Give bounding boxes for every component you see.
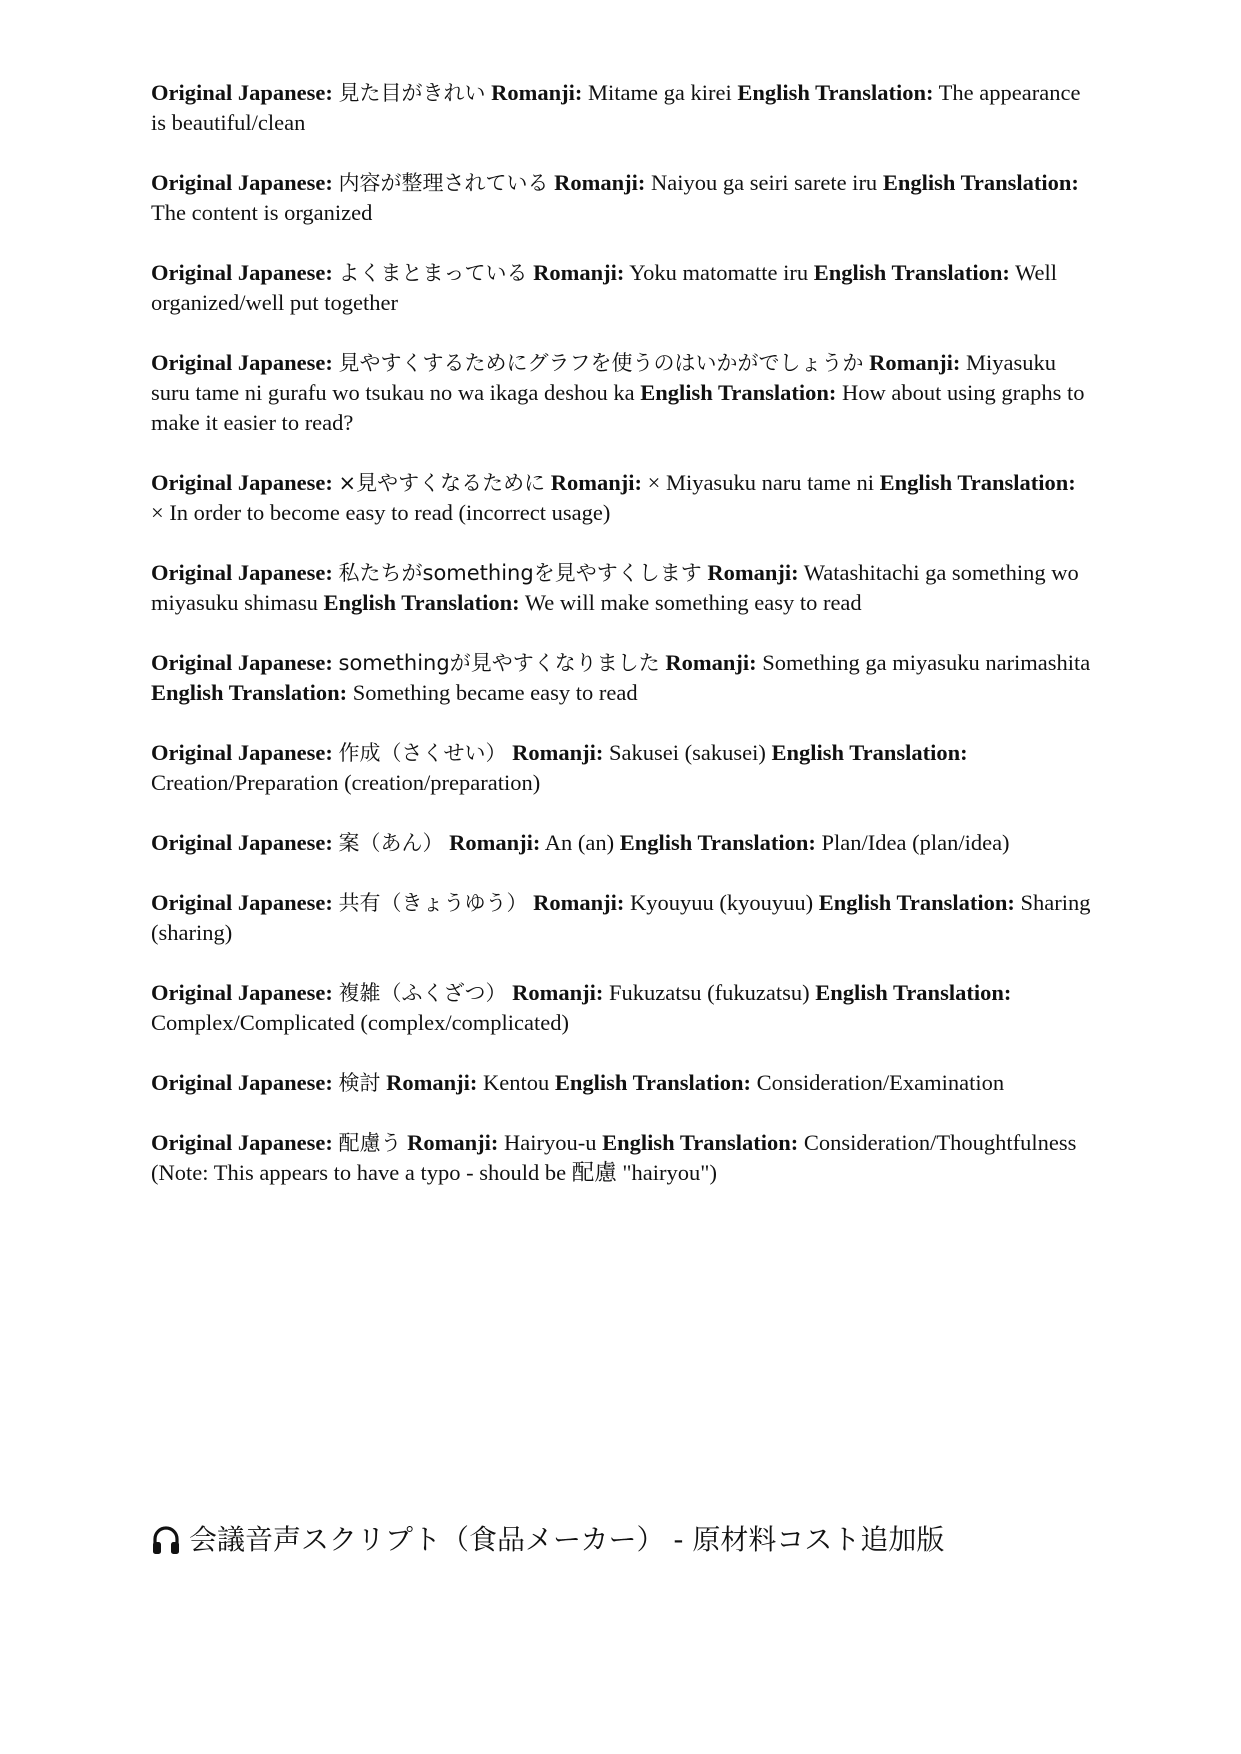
label-romanji: Romanji: — [512, 740, 604, 765]
label-original: Original Japanese: — [151, 980, 333, 1005]
label-original: Original Japanese: — [151, 170, 333, 195]
romanji-text: Kyouyuu (kyouyuu) — [630, 890, 814, 915]
japanese-text: 共有（きょうゆう） — [338, 891, 528, 915]
english-text: × In order to become easy to read (incorrect usage) — [151, 500, 611, 525]
english-text: Consideration/Examination — [756, 1070, 1005, 1095]
english-text: Consideration/Thoughtfulness (Note: This appears to have a typo - should be 配慮 "hairyou") — [151, 1130, 1077, 1185]
section-heading — [151, 1520, 1131, 1560]
japanese-text: 見やすくするためにグラフを使うのはいかがでしょうか — [338, 351, 864, 375]
label-original: Original Japanese: — [151, 650, 333, 675]
label-english: English Translation: — [771, 740, 968, 765]
english-text: Creation/Preparation (creation/preparation) — [151, 770, 541, 795]
romanji-text: Kentou — [483, 1070, 550, 1095]
glossary-entry — [151, 168, 1091, 228]
japanese-text: ×見やすくなるために — [338, 471, 546, 495]
label-romanji: Romanji: — [554, 170, 646, 195]
romanji-text: Mitame ga kirei — [588, 80, 732, 105]
label-romanji: Romanji: — [491, 80, 583, 105]
romanji-text: Watashitachi ga something wo miyasuku shimasu — [151, 560, 1079, 615]
glossary-entry — [151, 978, 1091, 1038]
label-romanji: Romanji: — [386, 1070, 478, 1095]
label-romanji: Romanji: — [707, 560, 799, 585]
english-text: Well organized/well put together — [151, 260, 1058, 315]
label-english: English Translation: — [737, 80, 934, 105]
label-original: Original Japanese: — [151, 260, 333, 285]
japanese-text: 検討 — [338, 1071, 381, 1095]
label-romanji: Romanji: — [665, 650, 757, 675]
label-english: English Translation: — [602, 1130, 799, 1155]
japanese-text: 内容が整理されている — [338, 171, 549, 195]
romanji-text: Sakusei (sakusei) — [609, 740, 766, 765]
japanese-text: よくまとまっている — [338, 261, 528, 285]
romanji-text: Miyasuku suru tame ni gurafu wo tsukau no wa ikaga deshou ka — [151, 350, 1057, 405]
japanese-text: 複雑（ふくざつ） — [338, 981, 507, 1005]
glossary-entry — [151, 558, 1091, 618]
label-romanji: Romanji: — [533, 260, 625, 285]
romanji-text: Naiyou ga seiri sarete iru — [651, 170, 878, 195]
label-english: English Translation: — [640, 380, 837, 405]
english-text: Something became easy to read — [352, 680, 638, 705]
english-text: The appearance is beautiful/clean — [151, 80, 1081, 135]
japanese-text: 見た目がきれい — [338, 81, 486, 105]
label-original: Original Japanese: — [151, 350, 333, 375]
glossary-entry — [151, 1128, 1091, 1188]
english-text: Complex/Complicated (complex/complicated) — [151, 1010, 570, 1035]
section-title: 会議音声スクリプト（食品メーカー） - 原材料コスト追加版 — [189, 1523, 945, 1556]
romanji-text: Hairyou-u — [504, 1130, 597, 1155]
label-romanji: Romanji: — [407, 1130, 499, 1155]
label-romanji: Romanji: — [533, 890, 625, 915]
label-english: English Translation: — [323, 590, 520, 615]
romanji-text: Something ga miyasuku narimashita — [762, 650, 1091, 675]
label-english: English Translation: — [815, 980, 1012, 1005]
glossary-entry — [151, 78, 1091, 138]
glossary-entry — [151, 738, 1091, 798]
english-text: The content is organized — [151, 200, 373, 225]
glossary-entry — [151, 468, 1091, 528]
glossary-entry — [151, 258, 1091, 318]
romanji-text: Yoku matomatte iru — [629, 260, 809, 285]
label-romanji: Romanji: — [869, 350, 961, 375]
english-text: Plan/Idea (plan/idea) — [821, 830, 1010, 855]
japanese-text: somethingが見やすくなりました — [338, 651, 660, 675]
glossary-entry — [151, 828, 1091, 858]
japanese-text: 案（あん） — [338, 831, 444, 855]
headphone-icon — [151, 1524, 181, 1556]
glossary-entry — [151, 648, 1091, 708]
label-english: English Translation: — [554, 1070, 751, 1095]
label-english: English Translation: — [879, 470, 1076, 495]
label-original: Original Japanese: — [151, 470, 333, 495]
glossary-entry — [151, 888, 1091, 948]
label-romanji: Romanji: — [512, 980, 604, 1005]
label-original: Original Japanese: — [151, 890, 333, 915]
romanji-text: × Miyasuku naru tame ni — [647, 470, 875, 495]
glossary-list — [151, 78, 1091, 1218]
label-original: Original Japanese: — [151, 1070, 333, 1095]
label-english: English Translation: — [813, 260, 1010, 285]
label-original: Original Japanese: — [151, 1130, 333, 1155]
label-english: English Translation: — [882, 170, 1079, 195]
label-original: Original Japanese: — [151, 80, 333, 105]
english-text: How about using graphs to make it easier to read? — [151, 380, 1085, 435]
japanese-text: 作成（さくせい） — [338, 741, 507, 765]
label-romanji: Romanji: — [449, 830, 541, 855]
label-english: English Translation: — [818, 890, 1015, 915]
romanji-text: Fukuzatsu (fukuzatsu) — [609, 980, 810, 1005]
japanese-text: 配慮う — [338, 1131, 402, 1155]
label-original: Original Japanese: — [151, 740, 333, 765]
english-text: We will make something easy to read — [524, 590, 862, 615]
label-original: Original Japanese: — [151, 560, 333, 585]
label-romanji: Romanji: — [550, 470, 642, 495]
label-english: English Translation: — [151, 680, 348, 705]
label-original: Original Japanese: — [151, 830, 333, 855]
romanji-text: An (an) — [544, 830, 615, 855]
japanese-text: 私たちがsomethingを見やすくします — [338, 561, 702, 585]
glossary-entry — [151, 1068, 1091, 1098]
english-text: Sharing (sharing) — [151, 890, 1091, 945]
glossary-entry — [151, 348, 1091, 438]
label-english: English Translation: — [619, 830, 816, 855]
